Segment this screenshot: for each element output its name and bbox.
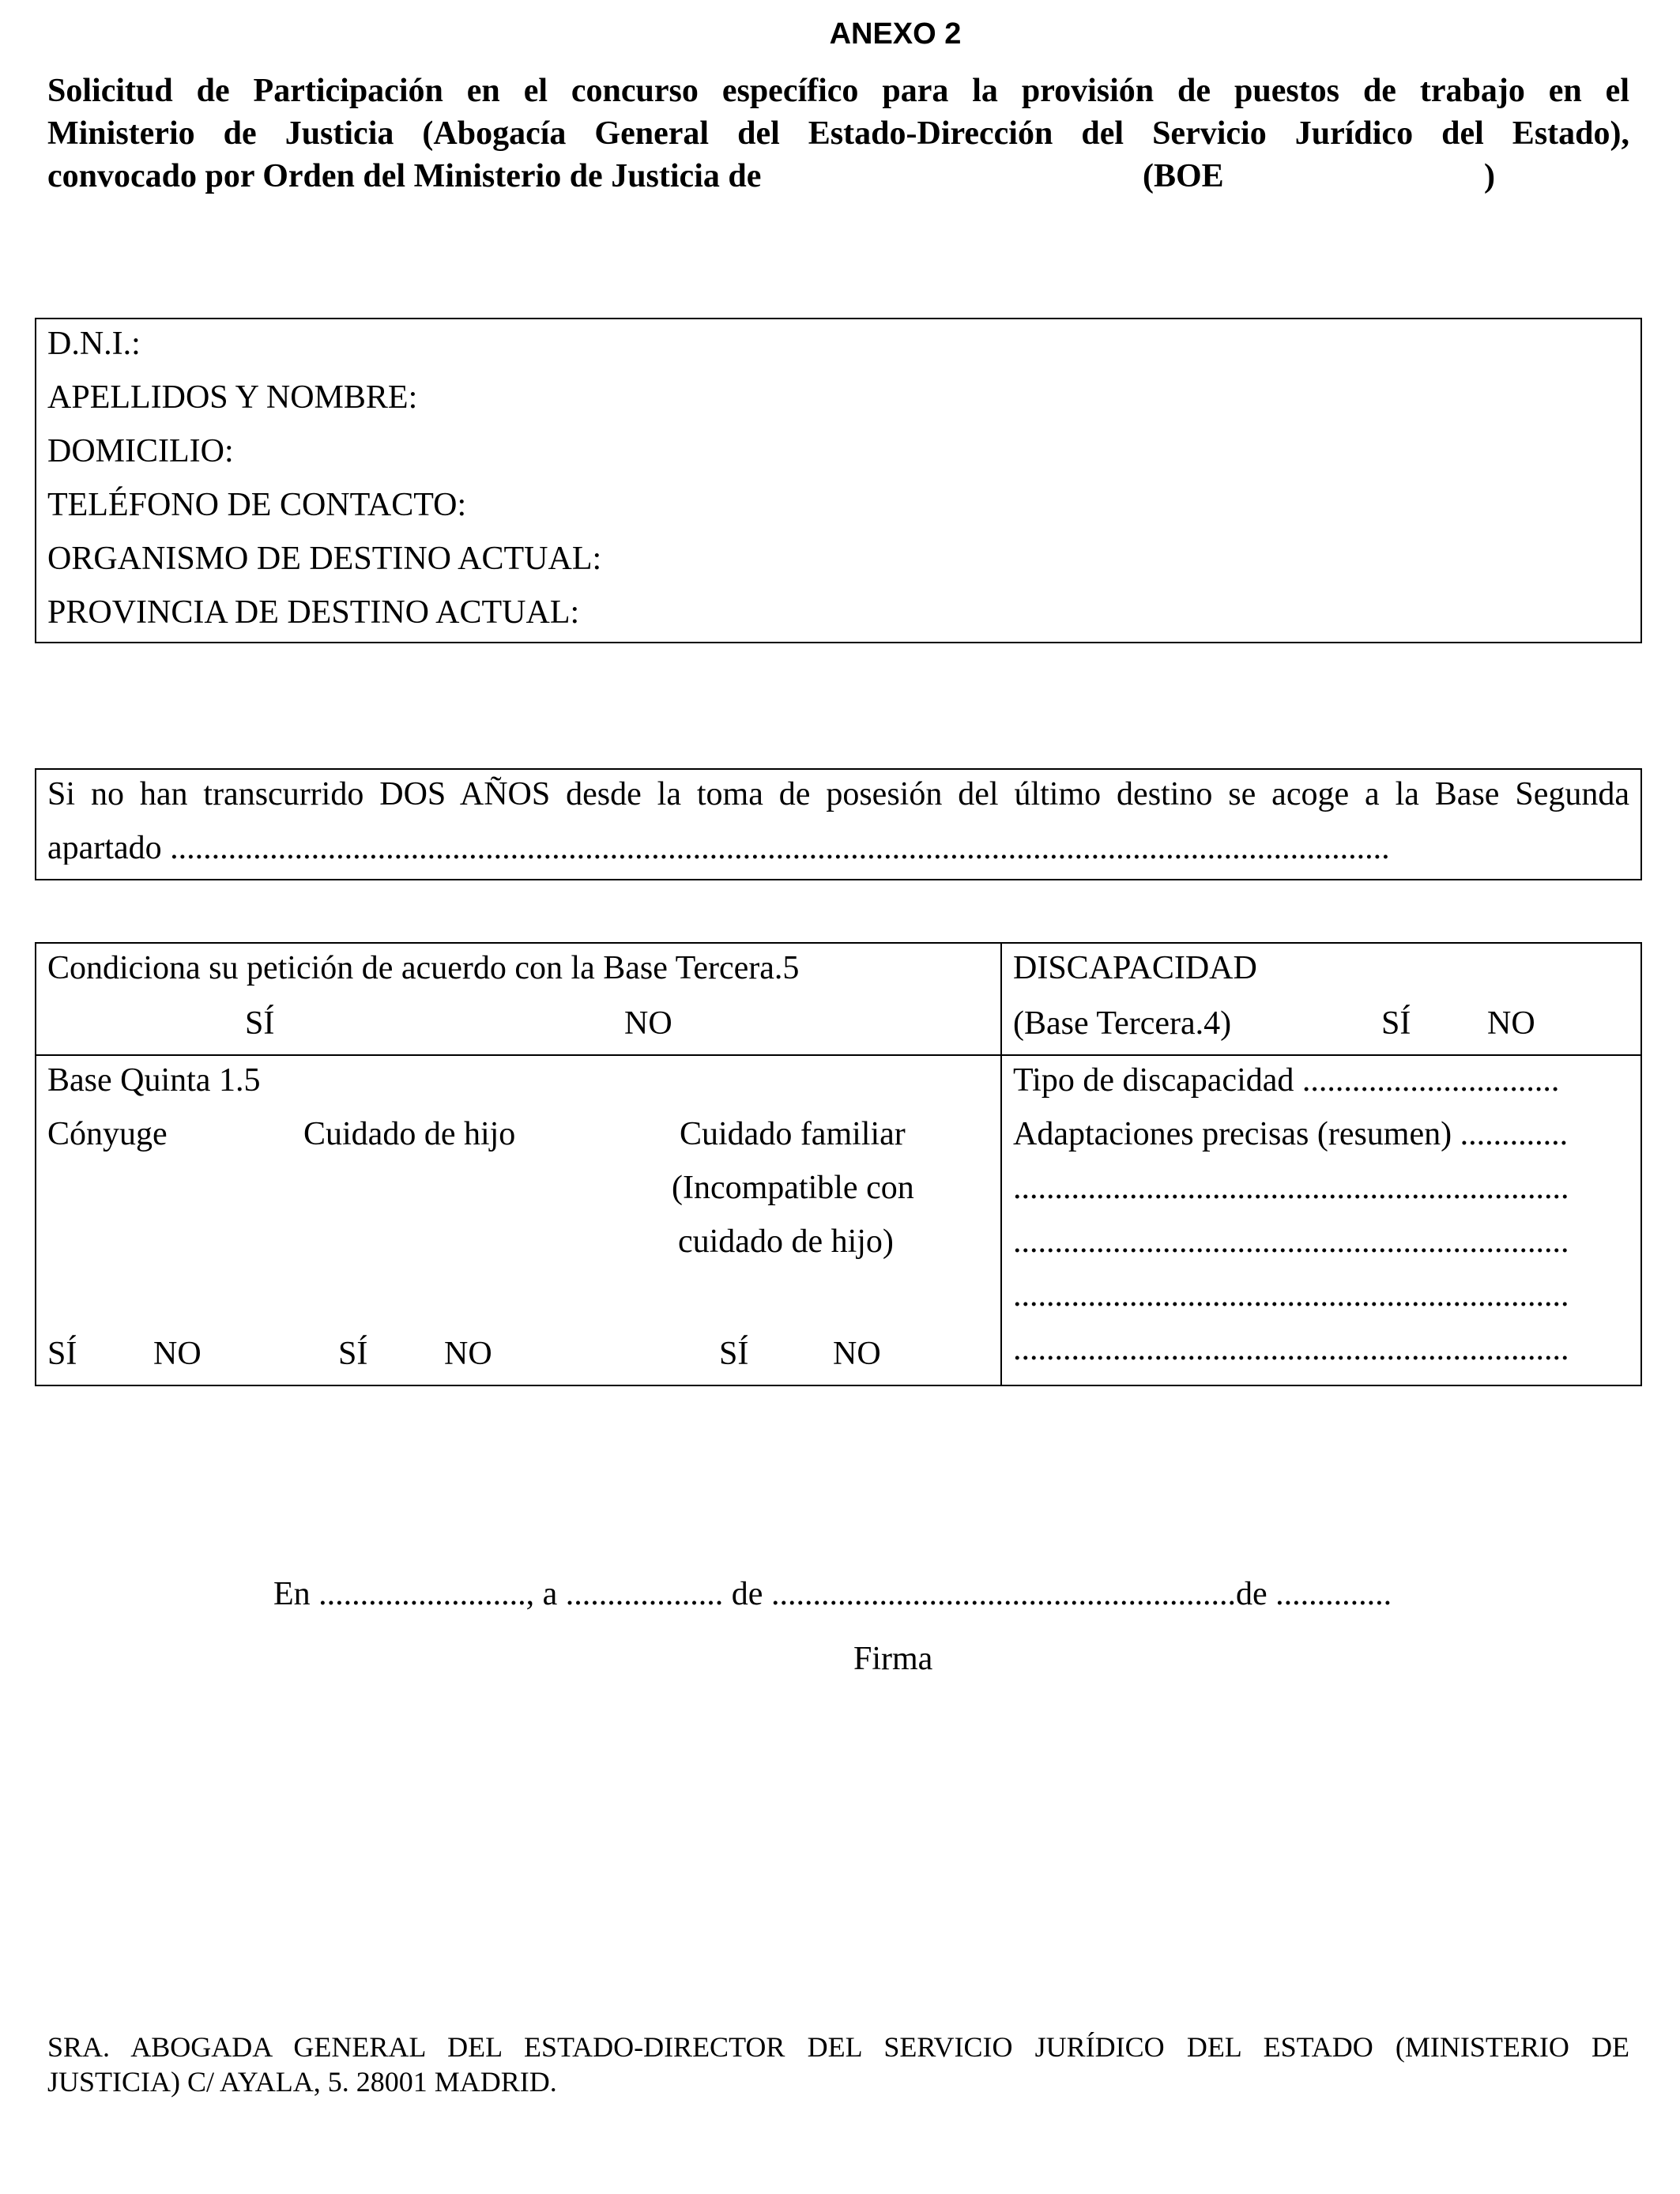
firma-label: Firma bbox=[853, 1641, 933, 1677]
adaptaciones-line-1[interactable]: ................................................................... bbox=[1013, 1170, 1569, 1206]
footer-line-2: JUSTICIA) C/ AYALA, 5. 28001 MADRID. bbox=[47, 2066, 557, 2098]
cuidado-familiar-no-option[interactable] bbox=[833, 1337, 881, 1370]
heading-line-3 bbox=[47, 155, 1629, 198]
organism-field[interactable]: ORGANISMO DE DESTINO ACTUAL: bbox=[47, 541, 602, 577]
discapacidad-no-label: NO bbox=[1487, 1005, 1535, 1042]
cuidado-familiar-no-label: NO bbox=[833, 1336, 881, 1372]
dni-field[interactable]: D.N.I.: bbox=[47, 326, 141, 362]
discapacidad-si-label: SÍ bbox=[1381, 1005, 1411, 1042]
discapacidad-label: DISCAPACIDAD bbox=[1013, 950, 1257, 986]
boe-close-paren: ) bbox=[1484, 158, 1495, 194]
adaptaciones-line-4[interactable]: ................................................................... bbox=[1013, 1331, 1569, 1367]
base-tercera4-label: (Base Tercera.4) bbox=[1013, 1005, 1232, 1042]
incompatible-line-2: cuidado de hijo) bbox=[678, 1223, 894, 1260]
discapacidad-no-option[interactable] bbox=[1487, 1007, 1535, 1040]
province-field[interactable]: PROVINCIA DE DESTINO ACTUAL: bbox=[47, 594, 580, 631]
cuidado-hijo-no-label: NO bbox=[444, 1336, 492, 1372]
address-field[interactable]: DOMICILIO: bbox=[47, 433, 234, 469]
adaptaciones-field[interactable]: Adaptaciones precisas (resumen) ............. bbox=[1013, 1116, 1569, 1152]
apartado-field[interactable]: apartado ................................................................................................................................................... bbox=[47, 831, 1390, 865]
heading-line-1: Solicitud de Participación en el concurso específico para la provisión de puestos de trabajo en el bbox=[47, 73, 1629, 109]
conyuge-no-label: NO bbox=[153, 1336, 202, 1372]
cuidado-familiar-si-option[interactable] bbox=[719, 1337, 748, 1370]
condiciona-si-option[interactable] bbox=[245, 1007, 274, 1040]
cuidado-hijo-no-option[interactable] bbox=[444, 1337, 492, 1370]
cuidado-familiar-label: Cuidado familiar bbox=[680, 1116, 906, 1152]
phone-field[interactable]: TELÉFONO DE CONTACTO: bbox=[47, 487, 467, 523]
footer-address bbox=[47, 2030, 1629, 2099]
adaptaciones-line-3[interactable]: ................................................................... bbox=[1013, 1277, 1569, 1314]
two-years-text: Si no han transcurrido DOS AÑOS desde la toma de posesión del último destino se acoge a la Base Segunda bbox=[47, 776, 1629, 812]
tipo-discapacidad-field[interactable]: Tipo de discapacidad ............................... bbox=[1013, 1062, 1560, 1099]
annex-title: ANEXO 2 bbox=[829, 17, 962, 51]
incompatible-line-1: (Incompatible con bbox=[672, 1170, 914, 1206]
cuidado-hijo-si-option[interactable] bbox=[338, 1337, 367, 1370]
conyuge-label: Cónyuge bbox=[47, 1116, 168, 1152]
discapacidad-si-option[interactable] bbox=[1381, 1007, 1411, 1040]
boe-label: (BOE bbox=[1143, 158, 1224, 194]
place-date-field[interactable]: En ........................., a ................... de ........................................................de .............. bbox=[273, 1576, 1392, 1612]
table-horizontal-divider bbox=[35, 1054, 1642, 1056]
heading-line-2: Ministerio de Justicia (Abogacía General del Estado-Dirección del Servicio Jurídico del Estado), bbox=[47, 115, 1629, 152]
cuidado-hijo-label: Cuidado de hijo bbox=[303, 1116, 516, 1152]
footer-line-1: SRA. ABOGADA GENERAL DEL ESTADO-DIRECTOR DEL SERVICIO JURÍDICO DEL ESTADO (MINISTERIO DE bbox=[47, 2031, 1629, 2063]
condiciona-label: Condiciona su petición de acuerdo con la Base Tercera.5 bbox=[47, 950, 800, 986]
name-field[interactable]: APELLIDOS Y NOMBRE: bbox=[47, 379, 418, 416]
base-quinta-label: Base Quinta 1.5 bbox=[47, 1062, 261, 1099]
conyuge-si-option[interactable] bbox=[47, 1337, 77, 1370]
condiciona-no-label: NO bbox=[624, 1005, 672, 1042]
conyuge-no-option[interactable] bbox=[153, 1337, 202, 1370]
condiciona-si-label: SÍ bbox=[245, 1005, 275, 1042]
condiciona-no-option[interactable] bbox=[624, 1007, 672, 1040]
cuidado-familiar-si-label: SÍ bbox=[719, 1336, 749, 1372]
adaptaciones-line-2[interactable]: ................................................................... bbox=[1013, 1223, 1569, 1260]
heading-line-3-text: convocado por Orden del Ministerio de Justicia de bbox=[47, 158, 762, 194]
cuidado-hijo-si-label: SÍ bbox=[338, 1336, 368, 1372]
conyuge-si-label: SÍ bbox=[47, 1336, 77, 1372]
table-vertical-divider bbox=[1000, 942, 1002, 1386]
form-heading bbox=[47, 70, 1629, 198]
